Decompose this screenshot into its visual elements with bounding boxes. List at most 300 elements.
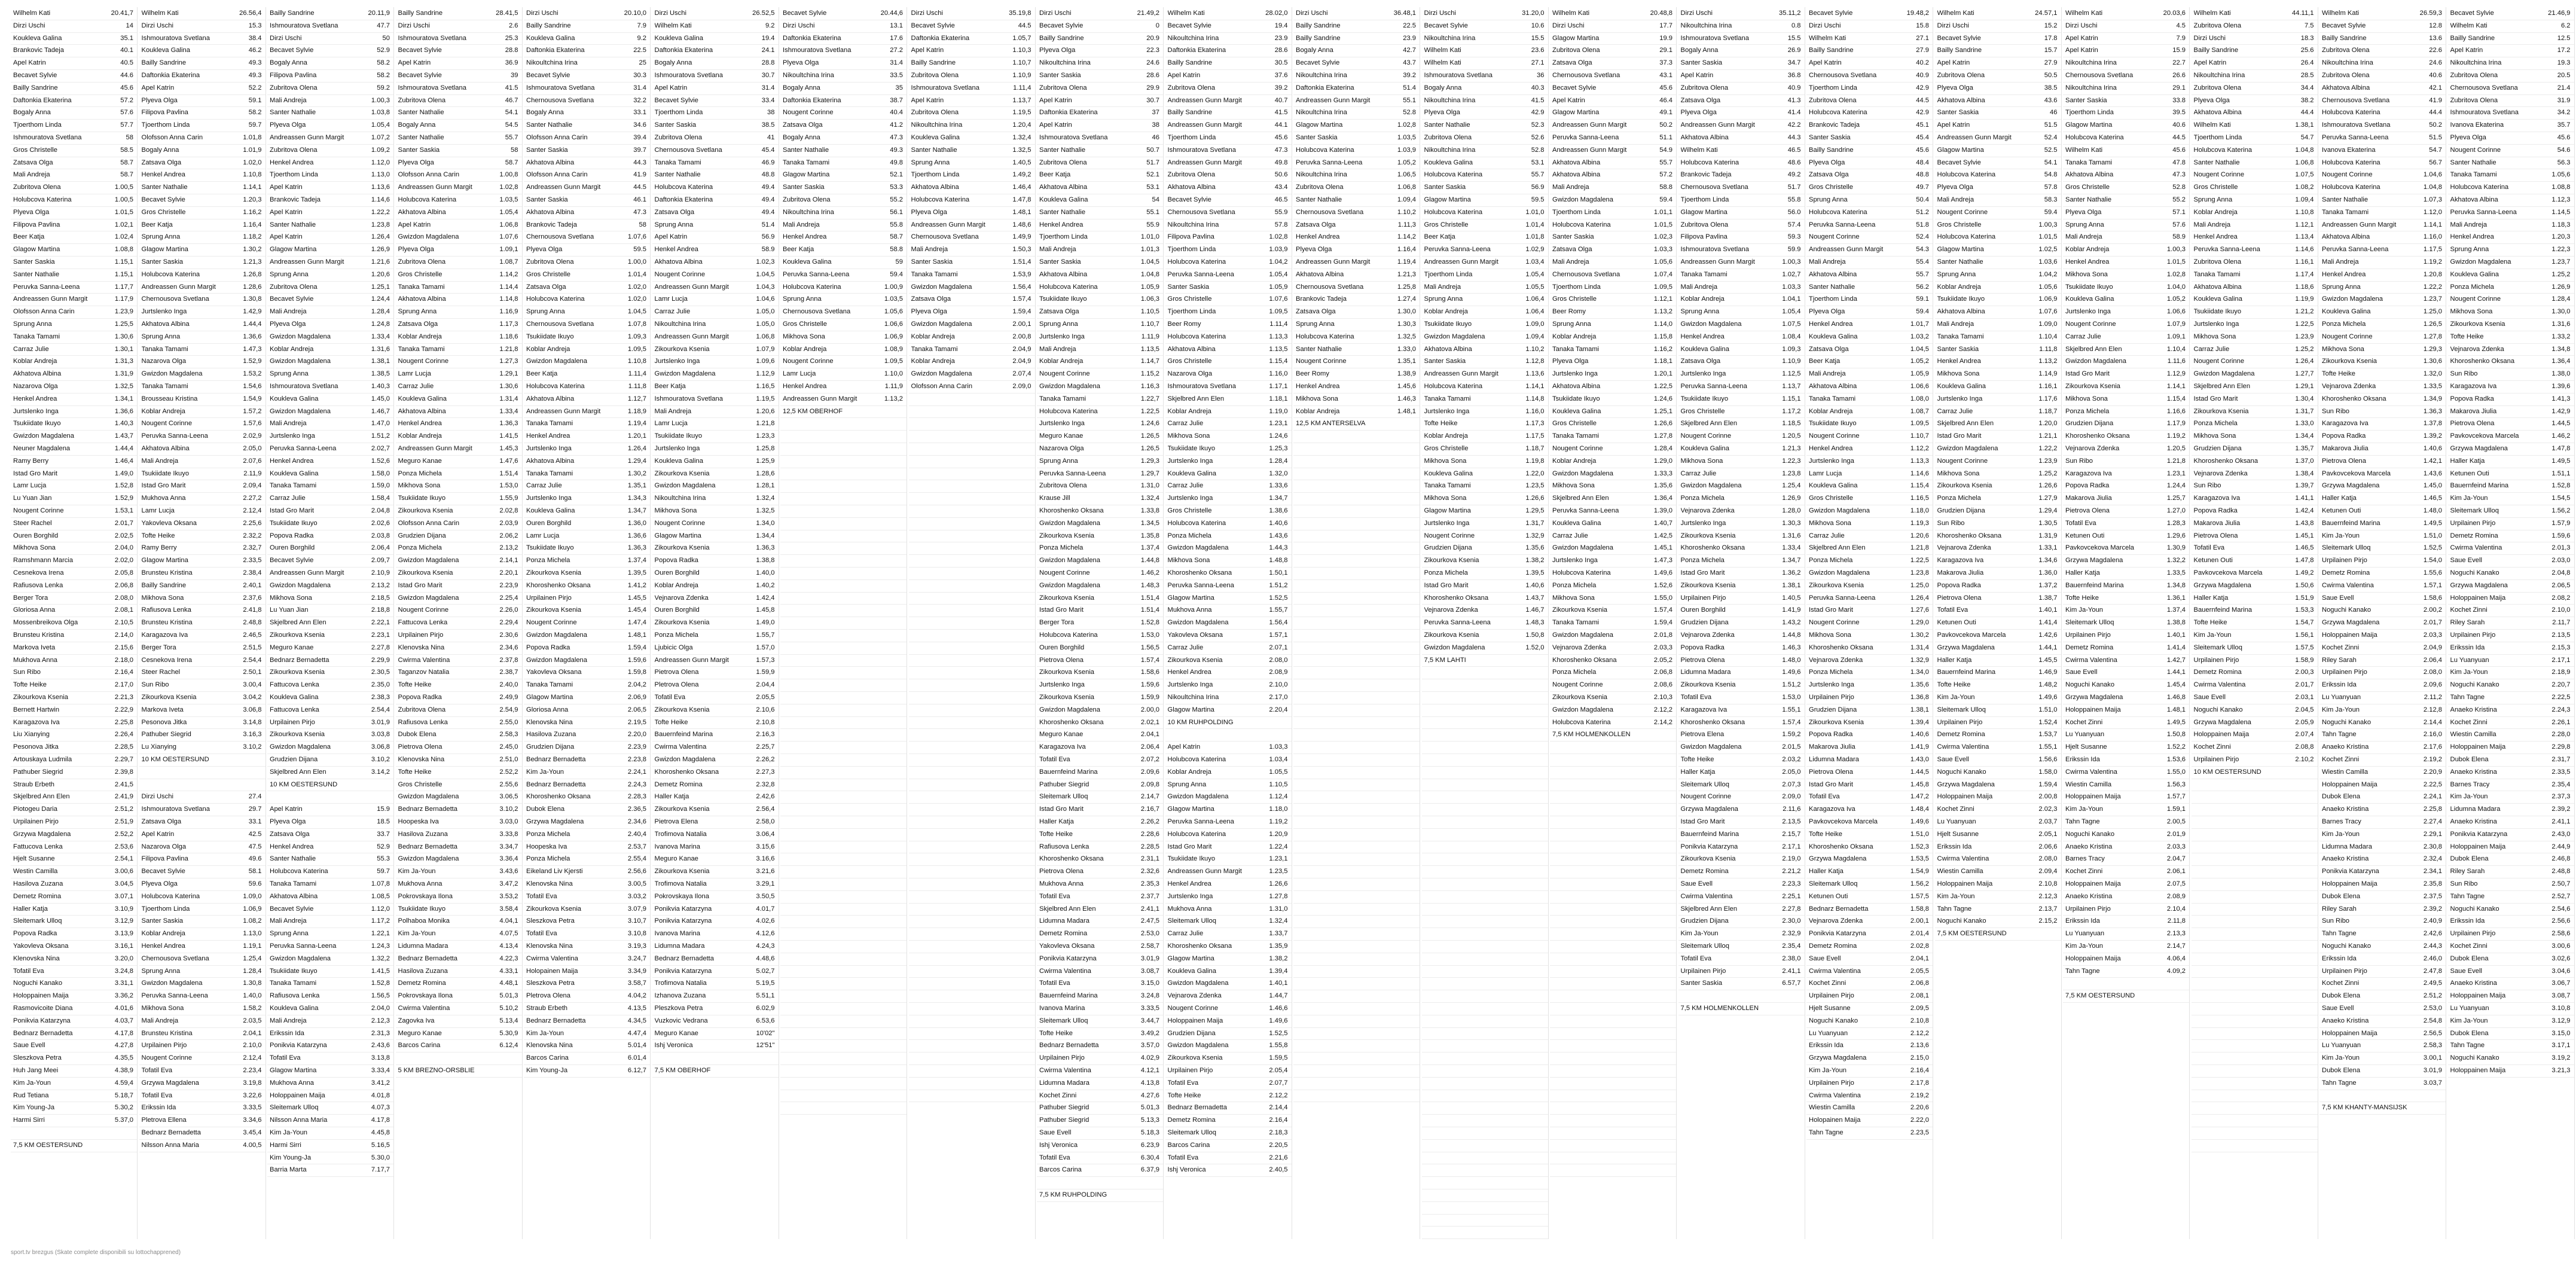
athlete-name: Zubritova Olena — [654, 134, 703, 141]
time-gap: 1.03,5 — [1397, 134, 1416, 141]
table-row — [1293, 592, 1420, 605]
athlete-name: 7,5 KM OESTERSUND — [1937, 930, 2007, 938]
time-gap: 1.01,9 — [243, 146, 262, 154]
table-row — [909, 753, 1035, 767]
table-row — [524, 890, 650, 904]
table-row — [267, 157, 393, 170]
table-row — [524, 592, 650, 605]
table-row — [1165, 1090, 1292, 1103]
time-gap: 1.05,2 — [2166, 295, 2186, 303]
athlete-name: Peruvka Sanna-Leena — [2322, 246, 2389, 254]
athlete-name: Bogaly Anna — [1680, 47, 1719, 54]
athlete-name: Santer Nathalie — [783, 146, 829, 154]
athlete-name: Plyeva Olga — [1809, 308, 1845, 316]
table-row — [1678, 654, 1805, 667]
table-row — [1935, 554, 2061, 568]
athlete-name: Yakovleva Oksana — [141, 519, 197, 527]
athlete-name: Zikourkova Ksenia — [1680, 855, 1736, 863]
athlete-name: Harmi Sirri — [270, 1141, 301, 1149]
time-gap: 1.07,9 — [2166, 321, 2186, 328]
athlete-name: Santer Saskia — [1552, 233, 1594, 241]
time-gap: 1.33,4 — [1782, 544, 1801, 552]
time-gap: 2.06,8 — [114, 581, 133, 589]
time-gap: 49.6 — [248, 855, 262, 863]
time-gap: 1.16,4 — [243, 221, 262, 228]
athlete-name: Santer Nathalie — [1937, 258, 1983, 266]
time-gap: 1.58,4 — [371, 495, 390, 502]
table-row — [1550, 567, 1676, 580]
table-row — [1678, 853, 1805, 866]
athlete-name: Zubritova Olena — [1809, 96, 1857, 104]
athlete-name: Holubcova Katerina — [141, 270, 200, 278]
table-row — [652, 666, 779, 679]
time-gap: 2.51,2 — [114, 806, 133, 813]
athlete-name: Tanaka Tamami — [1552, 432, 1600, 440]
table-row — [2063, 542, 2189, 555]
athlete-name: Zikourkova Ksenia — [526, 569, 582, 576]
time-gap: 44.5 — [1916, 96, 1929, 104]
athlete-name: Grudzien Dijana — [2193, 445, 2242, 452]
time-gap: 1.21,8 — [1910, 544, 1929, 552]
table-row — [1165, 480, 1292, 493]
table-row — [1293, 977, 1420, 990]
time-gap: 4.04,1 — [499, 917, 518, 925]
table-row — [139, 741, 265, 754]
time-gap: 1.26,4 — [627, 445, 646, 452]
athlete-name: Demetz Romina — [13, 892, 62, 900]
table-row — [11, 853, 137, 866]
time-gap: 57.6 — [120, 109, 133, 117]
time-gap: 38.7 — [890, 96, 903, 104]
athlete-name: Santer Saskia — [911, 258, 953, 266]
athlete-name: Koukleva Galina — [141, 47, 190, 54]
athlete-name: Tsukiidate Ikuyo — [13, 420, 61, 428]
athlete-name: Skjelbred Ann Elen — [1809, 544, 1866, 552]
table-row — [1422, 181, 1548, 194]
table-row — [1678, 779, 1805, 792]
table-row — [1806, 990, 1933, 1003]
table-row — [267, 1114, 393, 1127]
athlete-name: Santer Nathalie — [1424, 121, 1470, 129]
table-row — [780, 455, 907, 468]
athlete-name: Saue Evell — [1937, 756, 1969, 763]
time-gap: 59.7 — [248, 121, 262, 129]
table-row — [139, 368, 265, 381]
time-gap: 2.38,7 — [499, 669, 518, 676]
time-gap: 1.18,9 — [627, 407, 646, 415]
table-row — [780, 57, 907, 70]
table-row — [1935, 106, 2061, 120]
table-row — [1550, 592, 1676, 605]
athlete-name: Peruvka Sanna-Leena — [1167, 270, 1234, 278]
table-row — [1165, 1077, 1292, 1090]
table-row — [1550, 430, 1676, 443]
time-gap: 2.46,5 — [243, 632, 262, 639]
table-row — [11, 368, 137, 381]
table-row — [1806, 965, 1933, 978]
time-gap: 1.36,8 — [1910, 694, 1929, 701]
table-row — [652, 1027, 779, 1041]
table-row — [139, 331, 265, 344]
table-row — [1037, 517, 1163, 530]
table-row — [2319, 629, 2446, 642]
time-gap: 59.4 — [1916, 308, 1929, 316]
time-gap: 15.7 — [2044, 47, 2058, 54]
time-gap: 1.04,2 — [1269, 258, 1288, 266]
athlete-name: Bauernfeind Marina — [654, 731, 713, 739]
athlete-name: Gros Christelle — [783, 321, 827, 328]
time-gap: 2.12,2 — [1910, 1029, 1929, 1037]
table-row — [1550, 753, 1676, 767]
athlete-name: Barcos Carina — [1167, 1141, 1210, 1149]
table-row — [780, 355, 907, 368]
table-row — [1422, 753, 1548, 767]
table-row — [2063, 331, 2189, 344]
table-row — [524, 878, 650, 891]
athlete-name: Pletrova Olena — [526, 992, 571, 1000]
athlete-name: Sprung Anna — [783, 295, 822, 303]
time-gap: 1.07,3 — [2423, 196, 2442, 203]
table-row — [780, 803, 907, 816]
table-row — [139, 517, 265, 530]
time-gap: 4.5 — [2176, 22, 2186, 29]
athlete-name: Dirzi Uschi — [1809, 22, 1841, 29]
athlete-name: Bailly Sandrine — [398, 10, 443, 17]
time-gap: 1.32,4 — [1012, 134, 1031, 141]
time-gap: 44.3 — [1787, 134, 1801, 141]
table-row — [11, 206, 137, 219]
time-gap: 1.39,2 — [2423, 432, 2442, 440]
athlete-name: Meguro Kanae — [654, 1029, 698, 1037]
time-gap: 1.22,0 — [1525, 469, 1545, 477]
time-gap: 3.04,2 — [243, 694, 262, 701]
time-gap: 54 — [1152, 196, 1159, 203]
table-row — [1422, 853, 1548, 866]
table-row — [1550, 243, 1676, 257]
time-gap: 52.1 — [890, 171, 903, 179]
race-section-label — [267, 779, 393, 792]
table-row — [1293, 517, 1420, 530]
athlete-name: Mikhova Sona — [1296, 395, 1338, 402]
time-gap: 1.47,8 — [1012, 196, 1031, 203]
table-row — [1422, 816, 1548, 829]
time-gap: 1.00,9 — [884, 283, 903, 291]
time-gap: 1.49,6 — [1782, 669, 1801, 676]
table-row — [396, 915, 522, 928]
time-gap: 38.2 — [2300, 96, 2314, 104]
athlete-name: Zubritova Olena — [2322, 72, 2370, 79]
table-row — [652, 1039, 779, 1052]
athlete-name: Filipova Pavlina — [270, 72, 317, 79]
time-gap: 1.25,8 — [756, 445, 775, 452]
table-row — [11, 405, 137, 419]
athlete-name: Khoroshenko Oksana — [1167, 569, 1232, 576]
athlete-name: Santer Saskia — [13, 258, 55, 266]
table-row — [2192, 94, 2318, 108]
athlete-name: Ponza Michela — [526, 557, 570, 565]
time-gap: 3.47,2 — [499, 880, 518, 887]
table-row — [652, 243, 779, 257]
time-gap: 1.25,0 — [2423, 308, 2442, 316]
table-row — [2063, 629, 2189, 642]
table-row — [396, 106, 522, 120]
time-gap: 1.14,7 — [1140, 358, 1159, 365]
athlete-name: Tanaka Tamami — [654, 158, 701, 166]
table-row — [524, 94, 650, 108]
athlete-name: Tsukiidate Ikuyo — [1680, 395, 1729, 402]
athlete-name: Plyeva Olga — [526, 246, 563, 254]
athlete-name: Tofatil Eva — [1937, 606, 1968, 614]
time-gap: 3.33,4 — [371, 1067, 390, 1074]
athlete-name: Mikhova Sona — [398, 482, 441, 490]
athlete-name: Becavet Sylvie — [783, 10, 827, 17]
athlete-name: Bogaly Anna — [13, 109, 51, 117]
time-gap: 1.15,4 — [1269, 358, 1288, 365]
athlete-name: Gwizdon Magdalena — [1424, 643, 1485, 651]
table-row — [1806, 206, 1933, 219]
table-row — [1422, 405, 1548, 419]
table-row — [396, 443, 522, 456]
athlete-name: Demetz Romina — [654, 780, 703, 788]
table-row — [652, 617, 779, 630]
table-row — [1935, 417, 2061, 431]
athlete-name: Chernousova Svetlana — [1296, 208, 1364, 216]
table-row — [524, 44, 650, 57]
table-row — [1550, 915, 1676, 928]
athlete-name: Grzywa Magdalena — [526, 818, 584, 825]
table-row — [11, 243, 137, 257]
table-row — [780, 1077, 907, 1090]
table-row — [1678, 69, 1805, 83]
table-row — [267, 629, 393, 642]
athlete-name: Sleitemark Ulloq — [1809, 880, 1858, 887]
athlete-name: Klenovska Nina — [526, 718, 573, 726]
time-gap: 4.01,7 — [756, 905, 775, 913]
athlete-name: Gwizdon Magdalena — [526, 632, 587, 639]
time-gap: 2.02,0 — [114, 557, 133, 565]
athlete-name: Istad Gro Marit — [1680, 818, 1725, 825]
table-row — [139, 853, 265, 866]
time-gap: 1.11,4 — [1013, 84, 1031, 91]
time-gap: 2.18,8 — [371, 606, 390, 614]
athlete-name: Sprung Anna — [270, 930, 309, 938]
athlete-name: Tofatil Eva — [1039, 892, 1070, 900]
table-row — [1935, 144, 2061, 157]
athlete-name: Sleitemark Ulloq — [1680, 942, 1729, 950]
time-gap: 49.3 — [248, 59, 262, 67]
table-row — [1293, 69, 1420, 83]
time-gap: 1.32,0 — [2423, 370, 2442, 378]
athlete-name: Zubritova Olena — [1039, 84, 1087, 91]
time-gap: 1.26,4 — [371, 233, 390, 241]
table-row — [1422, 890, 1548, 904]
time-gap: 1.47,8 — [2295, 557, 2314, 565]
table-row — [11, 492, 137, 505]
athlete-name: Karagazova Iva — [141, 632, 188, 639]
time-gap: 44.4 — [2429, 109, 2442, 117]
athlete-name: Filipova Pavlina — [141, 109, 188, 117]
athlete-name: Peruvka Sanna-Leena — [1680, 383, 1747, 390]
table-row — [1165, 915, 1292, 928]
table-row — [2319, 393, 2446, 406]
table-row — [11, 219, 137, 232]
table-row — [11, 679, 137, 692]
athlete-name: Glagow Martina — [1167, 954, 1214, 962]
athlete-name: Andreassen Gunn Margit — [526, 407, 601, 415]
time-gap: 3.36,4 — [499, 855, 518, 863]
time-gap: 59.4 — [1659, 196, 1672, 203]
table-row — [2063, 281, 2189, 294]
time-gap: 2.14,7 — [2166, 942, 2186, 950]
time-gap: 1.11,4 — [1269, 321, 1288, 328]
athlete-name: Popova Radka — [2193, 507, 2238, 514]
table-row — [2192, 530, 2318, 543]
table-row — [1806, 144, 1933, 157]
time-gap: 2.17,0 — [114, 681, 133, 689]
time-gap: 1.51,4 — [499, 469, 518, 477]
time-gap: 2.12,4 — [243, 507, 262, 514]
table-row — [1165, 380, 1292, 393]
table-row — [780, 1002, 907, 1015]
athlete-name: Bailly Sandrine — [270, 10, 315, 17]
table-row — [2319, 517, 2446, 530]
athlete-name: Lamr Lucja — [398, 370, 431, 378]
table-row — [909, 157, 1035, 170]
time-gap: 1.21,3 — [243, 258, 262, 266]
athlete-name: Daftonkia Ekaterina — [141, 72, 200, 79]
time-gap: 5.18,3 — [1140, 1129, 1159, 1136]
table-row — [1935, 741, 2061, 754]
table-row — [1165, 1027, 1292, 1041]
athlete-name: Wilhelm Kati — [141, 10, 179, 17]
table-row — [2319, 20, 2446, 33]
table-row — [1806, 530, 1933, 543]
time-gap: 30.7 — [1146, 96, 1159, 104]
table-row — [909, 1015, 1035, 1028]
table-row — [1422, 94, 1548, 108]
athlete-name: Tsukiidate Ikuyo — [270, 519, 318, 527]
table-row — [1037, 157, 1163, 170]
athlete-name: Tanaka Tamami — [398, 345, 445, 353]
table-row — [1550, 642, 1676, 655]
time-gap: 2.32,6 — [1140, 868, 1159, 875]
athlete-name: Makarova Jiulia — [2065, 495, 2112, 502]
table-row — [652, 492, 779, 505]
athlete-name: Mali Andreja — [141, 1017, 179, 1024]
time-gap: 1.32,4 — [1140, 495, 1159, 502]
table-row — [1550, 169, 1676, 182]
table-row — [11, 181, 137, 194]
time-gap: 2.02,5 — [114, 532, 133, 539]
table-row — [1422, 1189, 1548, 1202]
athlete-name: Nazarova Olga — [141, 358, 187, 365]
time-gap: 2.17,8 — [1910, 1079, 1929, 1087]
time-gap: 1.40,6 — [1269, 519, 1288, 527]
athlete-name: Barcos Carina — [526, 1054, 569, 1062]
table-row — [524, 953, 650, 966]
table-row — [11, 691, 137, 704]
table-row — [11, 990, 137, 1003]
time-gap: 1.28,0 — [1782, 507, 1801, 514]
athlete-name: Bauernfeind Marina — [1680, 830, 1739, 838]
time-gap: 2.01,5 — [1782, 743, 1801, 751]
table-row — [1422, 157, 1548, 170]
time-gap: 36.9 — [505, 59, 518, 67]
time-gap: 1.56,6 — [2038, 756, 2058, 763]
table-row — [2063, 492, 2189, 505]
time-gap: 1.12,8 — [1525, 358, 1545, 365]
time-gap: 39.2 — [1274, 84, 1288, 91]
time-gap: 1.30,1 — [114, 345, 133, 353]
athlete-name: Andreassen Gunn Margit — [1680, 121, 1755, 129]
athlete-name: Ouren Borghild — [270, 544, 315, 552]
athlete-name: Ljubicic Olga — [654, 643, 693, 651]
time-gap: 1.55,1 — [1782, 706, 1801, 713]
athlete-name: Carraz Julie — [270, 495, 306, 502]
athlete-name: Cwirma Valentina — [1809, 1091, 1861, 1099]
table-row — [780, 567, 907, 580]
athlete-name: Lu Yuanyuan — [2065, 731, 2105, 739]
time-gap: 1.30,6 — [2423, 358, 2442, 365]
table-row — [11, 505, 137, 518]
time-gap: 55.9 — [1274, 208, 1288, 216]
table-row — [11, 579, 137, 593]
table-row — [1422, 44, 1548, 57]
table-row — [2192, 990, 2318, 1003]
table-row — [652, 181, 779, 194]
athlete-name: 7,5 KM OESTERSUND — [2065, 992, 2135, 1000]
time-gap: 26.9 — [1787, 47, 1801, 54]
table-row — [1550, 119, 1676, 132]
athlete-name: Nougent Corinne — [2065, 321, 2116, 328]
time-gap: 20.10,0 — [624, 10, 646, 17]
table-row — [780, 206, 907, 219]
athlete-name: Sun Ribo — [141, 681, 169, 689]
athlete-name: Ramshmann Marcia — [13, 557, 74, 565]
athlete-name: Apel Katrin — [911, 96, 944, 104]
athlete-name: Nougent Corinne — [398, 606, 449, 614]
time-gap: 2.33,5 — [243, 557, 262, 565]
time-gap: 45.1 — [1916, 121, 1929, 129]
table-row — [267, 318, 393, 331]
table-row — [1422, 69, 1548, 83]
table-row — [909, 779, 1035, 792]
athlete-name: Akhatova Albina — [1296, 270, 1344, 278]
table-row — [396, 1039, 522, 1052]
time-gap: 55.8 — [1787, 196, 1801, 203]
time-gap: 22.6 — [2429, 47, 2442, 54]
athlete-name: Gwizdon Magdalena — [398, 557, 459, 565]
athlete-name: Apel Katrin — [13, 59, 46, 67]
time-gap: 1.45,8 — [1910, 780, 1929, 788]
table-row — [652, 853, 779, 866]
athlete-name: Nikoultchina Irina — [1167, 34, 1219, 42]
athlete-name: Koblar Andreja — [1039, 358, 1083, 365]
time-gap: 2.28,5 — [1140, 843, 1159, 850]
table-row — [11, 666, 137, 679]
time-gap: 2.16,7 — [1140, 806, 1159, 813]
table-row — [139, 480, 265, 493]
table-row — [267, 691, 393, 704]
table-row — [267, 405, 393, 419]
time-gap: 3.06,8 — [243, 706, 262, 713]
time-gap: 1.45,3 — [499, 445, 518, 452]
athlete-name: Tsukiidate Ikuyo — [1167, 445, 1216, 452]
table-row — [2192, 1127, 2318, 1140]
athlete-name: Zatsava Olga — [1680, 96, 1721, 104]
table-row — [1678, 990, 1805, 1003]
table-row — [909, 57, 1035, 70]
